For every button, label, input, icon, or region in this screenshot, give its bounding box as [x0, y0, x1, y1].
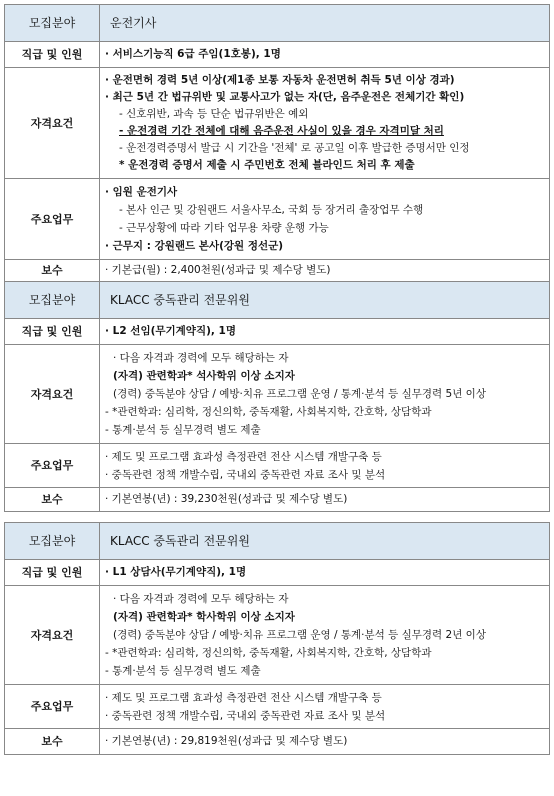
- field-label: 모집분야: [5, 523, 100, 560]
- requirements-row: [5, 345, 550, 444]
- requirement-item: - 통계·분석 등 실무경력 별도 제출: [105, 424, 261, 436]
- requirements-label: 자격요건: [5, 68, 100, 179]
- duty-item: - 본사 인근 및 강원랜드 서울사무소, 국회 등 장거리 출장업무 수행: [119, 204, 424, 216]
- requirements-row: [5, 586, 550, 685]
- requirement-item: - 운전경력증명서 발급 시 기간을 '전체' 로 공고일 이후 발급한 증명서만 인정: [119, 142, 470, 154]
- field-label: 모집분야: [5, 5, 100, 42]
- pay-row: [5, 729, 550, 755]
- section-header-driver: [5, 5, 550, 42]
- pay-label: 보수: [5, 488, 100, 512]
- duty-item: · 중독관련 정책 개발수립, 국내외 중독관련 자료 조사 및 분석: [105, 709, 386, 722]
- field-title: KLACC 중독관리 전문위원: [100, 523, 550, 560]
- duties-label: 주요업무: [5, 685, 100, 729]
- requirement-item: - 신호위반, 과속 등 단순 법규위반은 예외: [119, 108, 309, 120]
- grade-value: · L2 선임(무기계약직), 1명: [105, 325, 236, 337]
- requirements-label: 자격요건: [5, 586, 100, 685]
- pay-value: · 기본급(월) : 2,400천원(성과급 및 제수당 별도): [105, 264, 331, 276]
- duty-item: · 제도 및 프로그램 효과성 측정관련 전산 시스템 개발구축 등: [105, 691, 382, 704]
- field-label: 모집분야: [5, 282, 100, 319]
- requirement-item: - *관련학과: 심리학, 정신의학, 중독재활, 사회복지학, 간호학, 상담학과: [105, 647, 432, 659]
- duty-item: - 근무상황에 따라 기타 업무용 차량 운행 가능: [119, 222, 329, 234]
- pay-label: 보수: [5, 729, 100, 755]
- requirement-item: (자격) 관련학과* 석사학위 이상 소지자: [113, 370, 295, 382]
- section-gap: [5, 512, 550, 523]
- requirement-item: - *관련학과: 심리학, 정신의학, 중독재활, 사회복지학, 간호학, 상담학과: [105, 406, 432, 418]
- duties-row: [5, 179, 550, 260]
- duties-row: [5, 685, 550, 729]
- duty-item: · 중독관련 정책 개발수립, 국내외 중독관련 자료 조사 및 분석: [105, 468, 386, 481]
- field-title: 운전기사: [100, 5, 550, 42]
- requirement-item: (경력) 중독분야 상담 / 예방·치유 프로그램 운영 / 통계·분석 등 실무경력 5년 이상: [113, 388, 486, 400]
- requirements-label: 자격요건: [5, 345, 100, 444]
- requirement-item: - 운전경력 기간 전체에 대해 음주운전 사실이 있을 경우 자격미달 처리: [119, 125, 444, 137]
- requirement-item: * 운전경력 증명서 제출 시 주민번호 전체 블라인드 처리 후 제출: [119, 159, 415, 171]
- grade-row: [5, 319, 550, 345]
- grade-row: [5, 560, 550, 586]
- pay-value: · 기본연봉(년) : 29,819천원(성과급 및 제수당 별도): [105, 735, 348, 747]
- requirement-item: (자격) 관련학과* 학사학위 이상 소지자: [113, 611, 295, 623]
- duty-item: · 근무지 : 강원랜드 본사(강원 정선군): [105, 240, 284, 252]
- grade-label: 직급 및 인원: [5, 319, 100, 345]
- pay-row: [5, 260, 550, 282]
- grade-label: 직급 및 인원: [5, 560, 100, 586]
- section-header-klacc-counselor: [5, 523, 550, 560]
- duties-label: 주요업무: [5, 444, 100, 488]
- duty-item: · 임원 운전기사: [105, 186, 178, 198]
- section-header-klacc-senior: [5, 282, 550, 319]
- job-posting-table: [4, 4, 550, 755]
- grade-row: [5, 42, 550, 68]
- requirement-item: · 운전면허 경력 5년 이상(제1종 보통 자동차 운전면허 취득 5년 이상 경과): [105, 74, 455, 86]
- requirement-item: (경력) 중독분야 상담 / 예방·치유 프로그램 운영 / 통계·분석 등 실무경력 2년 이상: [113, 629, 486, 641]
- duties-row: [5, 444, 550, 488]
- grade-value: · L1 상담사(무기계약직), 1명: [105, 566, 247, 578]
- duty-item: · 제도 및 프로그램 효과성 측정관련 전산 시스템 개발구축 등: [105, 450, 382, 463]
- field-title: KLACC 중독관리 전문위원: [100, 282, 550, 319]
- requirements-row: [5, 68, 550, 179]
- duties-label: 주요업무: [5, 179, 100, 260]
- grade-value: · 서비스기능직 6급 주임(1호봉), 1명: [105, 48, 281, 60]
- requirement-item: · 최근 5년 간 법규위반 및 교통사고가 없는 자(단, 음주운전은 전체기간 확인): [105, 91, 465, 103]
- pay-value: · 기본연봉(년) : 39,230천원(성과급 및 제수당 별도): [105, 493, 348, 505]
- requirement-item: - 통계·분석 등 실무경력 별도 제출: [105, 665, 261, 677]
- requirement-item: · 다음 자격과 경력에 모두 해당하는 자: [113, 593, 289, 605]
- pay-label: 보수: [5, 260, 100, 282]
- requirement-item: · 다음 자격과 경력에 모두 해당하는 자: [113, 352, 289, 364]
- pay-row: [5, 488, 550, 512]
- grade-label: 직급 및 인원: [5, 42, 100, 68]
